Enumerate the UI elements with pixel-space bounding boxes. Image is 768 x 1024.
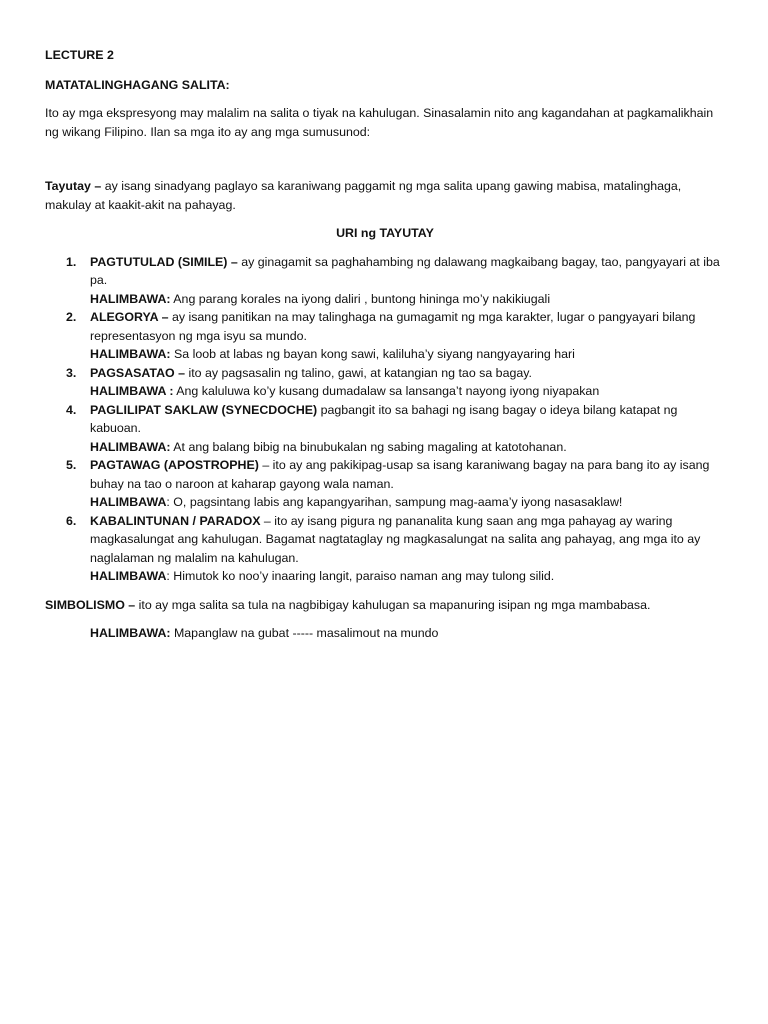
uri-title: URI ng TAYUTAY [336,226,434,240]
item-example [90,382,725,401]
tayutay-list [45,253,725,586]
example-text: Mapanglaw na gubat ----- masalimout na mundo [170,626,439,640]
list-item [45,364,725,401]
example-label: HALIMBAWA: [90,347,171,361]
list-number: 3. [66,365,77,380]
item-term: PAGTUTULAD (SIMILE) – [90,254,238,269]
tayutay-definition [45,177,725,214]
list-number: 6. [66,513,77,528]
list-item [45,456,725,512]
list-item [45,253,725,309]
item-term: PAGLILIPAT SAKLAW (SYNECDOCHE) [90,402,318,417]
list-number: 4. [66,402,77,417]
item-definition [90,308,725,345]
example-text: At ang balang bibig na binubukalan ng sabing magaling at katotohanan. [170,439,567,454]
item-text: – ito ay isang pigura ng pananalita kung saan ang mga pahayag ay waring magkasalungat ang kahulugan. Bagamat nagtataglay ng magkasalungat na salita ang pahayag, ang mga ito ay naglalaman ng malalim na kahulugan. [90,513,701,565]
item-definition [90,253,725,290]
list-number: 5. [66,458,77,472]
simbolismo-example [45,624,725,643]
example-text: : Himutok ko noo’y inaaring langit, paraiso naman ang may tulong silid. [166,569,555,583]
simbolismo-text: ito ay mga salita sa tula na nagbibigay kahulugan sa mapanuring isipan ng mga mambabasa. [135,597,651,612]
section-heading: MATATALINGHAGANG SALITA: [45,77,230,92]
example-text: Ang kaluluwa ko’y kusang dumadalaw sa lansanga’t nayong iyong niyapakan [173,384,600,398]
example-label: HALIMBAWA [90,495,167,509]
list-item [45,512,725,586]
simbolismo-term: SIMBOLISMO – [45,597,136,612]
example-label: HALIMBAWA [90,569,167,583]
intro-paragraph: Ito ay mga ekspresyong may malalim na salita o tiyak na kahulugan. Sinasalamin nito ang kagandahan at pagkamalikhain ng wikang Filipino. Ilan sa mga ito ay ang mga sumusunod: [45,106,714,139]
item-term: KABALINTUNAN / PARADOX [90,513,261,528]
tayutay-term: Tayutay – [45,179,102,193]
item-text: ay isang panitikan na may talinghaga na gumagamit ng mga karakter, lugar o pangyayari bilang representasyon ng mga isyu sa mundo. [90,310,696,343]
list-item [45,401,725,457]
document-page [45,46,725,643]
example-text: : O, pagsintang labis ang kapangyarihan, sampung mag-aama’y iyong nasasaklaw! [166,495,623,509]
item-text: pagbangit ito sa bahagi ng isang bagay o ideya bilang katapat ng kabuoan. [90,402,678,435]
item-example [90,493,725,512]
simbolismo-definition [45,596,725,615]
list-item [45,308,725,364]
item-text: ay ginagamit sa paghahambing ng dalawang magkaibang bagay, tao, pangyayari at iba pa. [90,254,720,287]
example-label: HALIMBAWA: [90,439,171,454]
item-definition [90,456,725,493]
list-number: 1. [66,254,77,269]
item-text: ito ay pagsasalin ng talino, gawi, at katangian ng tao sa bagay. [185,365,532,380]
lecture-title: LECTURE 2 [45,48,114,62]
example-label: HALIMBAWA: [90,626,171,640]
example-text: Ang parang korales na iyong daliri , buntong hininga mo’y nakikiugali [170,291,551,306]
item-example [90,567,725,586]
item-example [90,438,725,457]
item-example [90,290,725,309]
item-definition [90,401,725,438]
example-label: HALIMBAWA : [90,384,174,398]
example-label: HALIMBAWA: [90,291,171,306]
item-definition [90,364,725,383]
item-term: PAGSASATAO – [90,365,186,380]
item-definition [90,512,725,568]
example-text: Sa loob at labas ng bayan kong sawi, kaliluha’y siyang nangyayaring hari [170,347,575,361]
item-term: PAGTAWAG (APOSTROPHE) [90,458,259,472]
item-text: – ito ay ang pakikipag-usap sa isang karaniwang bagay na para bang ito ay isang buhay na tao o naroon at kaharap gayong wala naman. [90,458,710,491]
list-number: 2. [66,310,77,324]
item-example [90,345,725,364]
tayutay-text: ay isang sinadyang paglayo sa karaniwang paggamit ng mga salita upang gawing mabisa, matalinghaga, makulay at kaakit-akit na pahayag. [45,179,682,212]
item-term: ALEGORYA – [90,310,169,324]
